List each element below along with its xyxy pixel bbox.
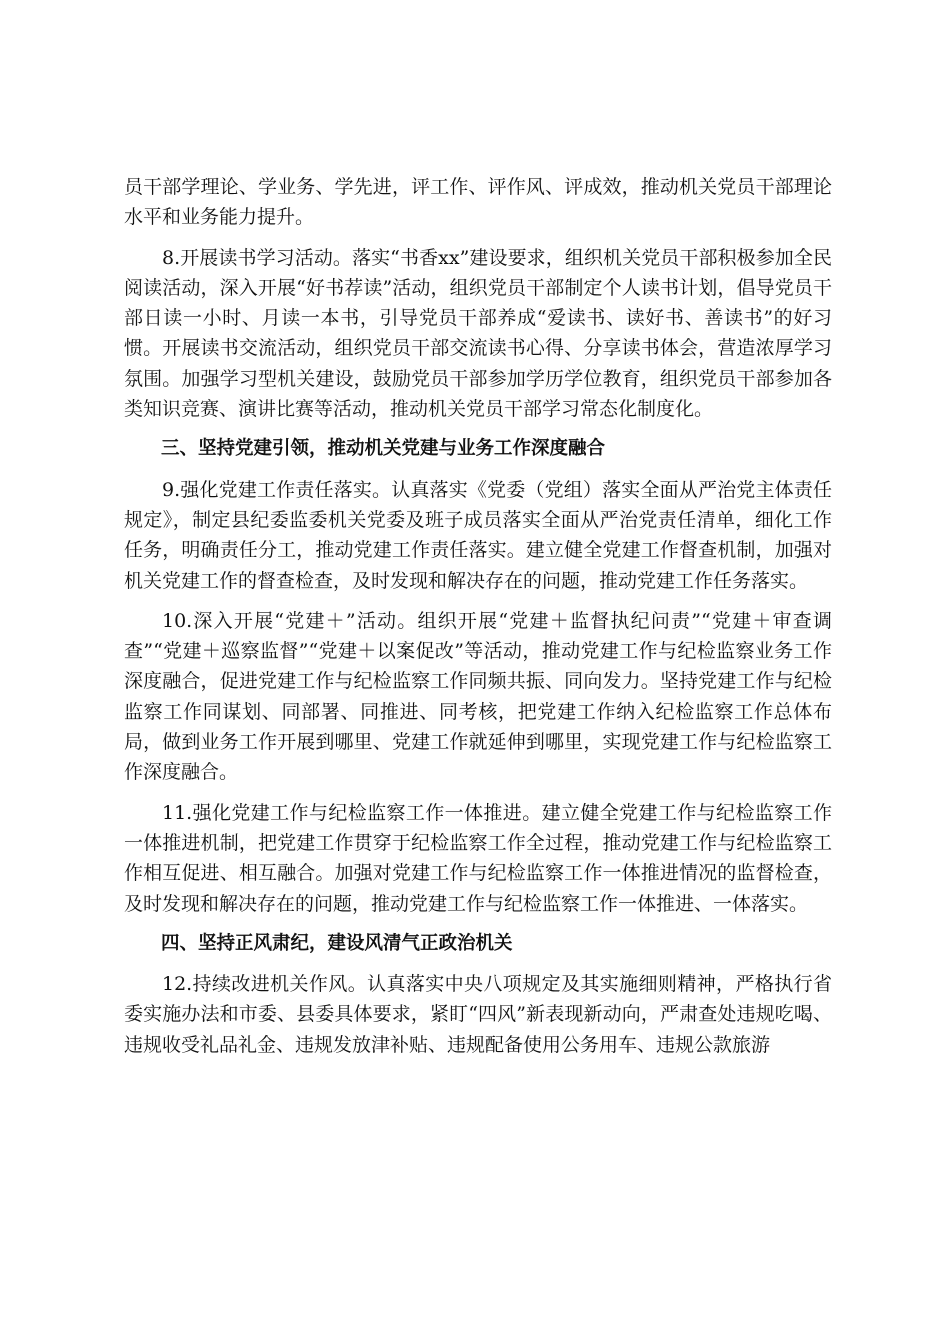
paragraph-item-8: 8.开展读书学习活动。落实“书香xx”建设要求，组织机关党员干部积极参加全民阅读活动，深入开展“好书荐读”活动，组织党员干部制定个人读书计划，倡导党员干部日读一小时、月读一本书，引导党员干部养成“爱读书、读好书、善读书”的好习惯。开展读书交流活动，组织党员干部交流读书心得、分享读书体会，营造浓厚学习氛围。加强学习型机关建设，鼓励党员干部参加学历学位教育，组织党员干部参加各类知识竞赛、演讲比赛等活动，推动机关党员干部学习常态化制度化。	[124, 246, 832, 421]
paragraph-continuation: 员干部学理论、学业务、学先进，评工作、评作风、评成效，推动机关党员干部理论水平和业务能力提升。	[124, 176, 832, 229]
paragraph-item-10: 10.深入开展“党建＋”活动。组织开展“党建＋监督执纪问责”“党建＋审查调查”“党建＋巡察监督”“党建＋以案促改”等活动，推动党建工作与纪检监察业务工作深度融合，促进党建工作与纪检监察工作同频共振、同向发力。坚持党建工作与纪检监察工作同谋划、同部署、同推进、同考核，把党建工作纳入纪检监察工作总体布局，做到业务工作开展到哪里、党建工作就延伸到哪里，实现党建工作与纪检监察工作深度融合。	[124, 609, 832, 784]
section-heading-3: 三、坚持党建引领，推动机关党建与业务工作深度融合	[161, 438, 606, 460]
document-body	[124, 172, 832, 1070]
section-heading-4: 四、坚持正风肃纪，建设风清气正政治机关	[161, 932, 513, 954]
paragraph-item-12: 12.持续改进机关作风。认真落实中央八项规定及其实施细则精神，严格执行省委实施办法和市委、县委具体要求，紧盯“四风”新表现新动向，严肃查处违规吃喝、违规收受礼品礼金、违规发放津补贴、违规配备使用公务用车、违规公款旅游	[124, 973, 832, 1056]
paragraph-item-9: 9.强化党建工作责任落实。认真落实《党委（党组）落实全面从严治党主体责任规定》，制定县纪委监委机关党委及班子成员落实全面从严治党责任清单，细化工作任务，明确责任分工，推动党建工作责任落实。建立健全党建工作督查机制，加强对机关党建工作的督查检查，及时发现和解决存在的问题，推动党建工作任务落实。	[124, 478, 832, 592]
paragraph-item-11: 11.强化党建工作与纪检监察工作一体推进。建立健全党建工作与纪检监察工作一体推进机制，把党建工作贯穿于纪检监察工作全过程，推动党建工作与纪检监察工作相互促进、相互融合。加强对党建工作与纪检监察工作一体推进情况的监督检查，及时发现和解决存在的问题，推动党建工作与纪检监察工作一体推进、一体落实。	[124, 801, 832, 915]
